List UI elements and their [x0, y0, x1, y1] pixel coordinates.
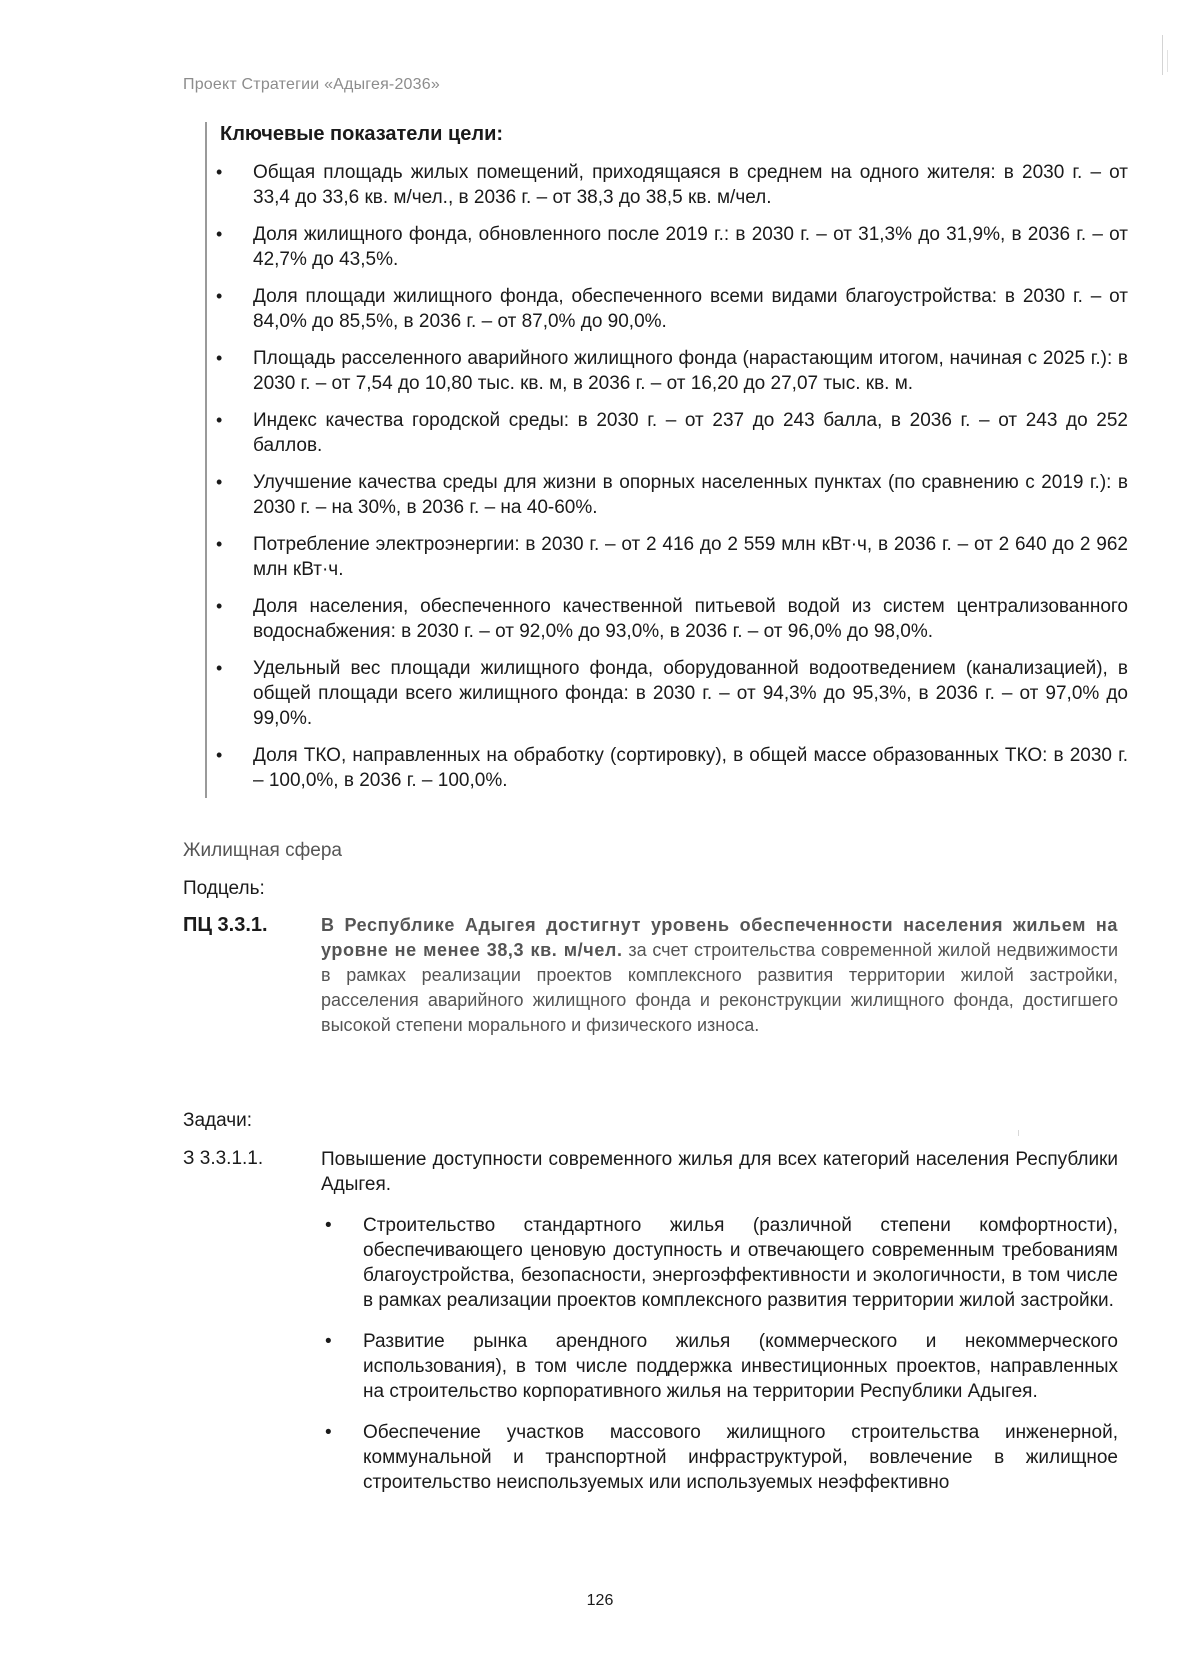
bullet-icon: •	[325, 1331, 332, 1352]
task-text: Повышение доступности современного жилья для всех категорий населения Республики Адыгея.	[321, 1149, 1118, 1195]
kpi-item-text: Доля ТКО, направленных на обработку (сортировку), в общей массе образованных ТКО: в 2030 г. – 100,0%, в 2036 г. – 100,0%.	[253, 745, 1128, 791]
bullet-icon: •	[216, 596, 223, 616]
kpi-item-text: Удельный вес площади жилищного фонда, оборудованной водоотведением (канализацией), в общей площади всего жилищного фонда: в 2030 г. – от 94,3% до 95,3%, в 2036 г. – от 97,0% до 99,0%.	[253, 658, 1128, 729]
subgoal-code: ПЦ 3.3.1.	[183, 914, 268, 936]
running-header: Проект Стратегии «Адыгея-2036»	[183, 76, 440, 93]
task-code: З 3.3.1.1.	[183, 1148, 264, 1169]
bullet-icon: •	[216, 472, 223, 492]
kpi-item	[208, 160, 1128, 210]
bullet-icon: •	[216, 410, 223, 430]
subgoal-rest: за счет строительства современной жилой недвижимости в рамках реализации проектов комплексного развития территории жилой застройки, расселения аварийного жилищного фонда и реконструкции жилищного фонда, достигшего высокой степени морального и физического износа.	[321, 940, 1118, 1035]
task-item	[321, 1213, 1118, 1313]
task-item	[321, 1420, 1118, 1495]
scan-artifact	[1018, 1130, 1019, 1136]
task-item	[321, 1329, 1118, 1404]
kpi-item	[208, 346, 1128, 396]
scan-artifact	[1162, 35, 1163, 75]
kpi-item	[208, 532, 1128, 582]
kpi-block	[208, 120, 1128, 795]
bullet-icon: •	[216, 286, 223, 306]
kpi-item-text: Потребление электроэнергии: в 2030 г. – от 2 416 до 2 559 млн кВт·ч, в 2036 г. – от 2 640 до 2 962 млн кВт·ч.	[253, 534, 1128, 580]
task-list	[321, 1213, 1118, 1511]
kpi-item-text: Доля населения, обеспеченного качественной питьевой водой из систем централизованного водоснабжения: в 2030 г. – от 92,0% до 93,0%, в 2036 г. – от 96,0% до 98,0%.	[253, 596, 1128, 642]
task-item-text: Развитие рынка арендного жилья (коммерческого и некоммерческого использования), в том числе поддержка инвестиционных проектов, направленных на строительство корпоративного жилья на территории Республики Адыгея.	[363, 1331, 1118, 1402]
kpi-item	[208, 743, 1128, 793]
bullet-icon: •	[216, 348, 223, 368]
kpi-side-rule	[205, 122, 207, 798]
subgoal-lead: В Республике Адыгея достигнут уровень обеспеченности населения жильем на уровне не менее 38,3 кв. м/чел.	[321, 915, 1118, 960]
kpi-item	[208, 408, 1128, 458]
subgoal-label: Подцель:	[183, 878, 265, 899]
kpi-item-text: Доля жилищного фонда, обновленного после 2019 г.: в 2030 г. – от 31,3% до 31,9%, в 2036 г. – от 42,7% до 43,5%.	[253, 224, 1128, 270]
kpi-item-text: Площадь расселенного аварийного жилищного фонда (нарастающим итогом, начиная с 2025 г.): в 2030 г. – от 7,54 до 10,80 тыс. кв. м, в 2036 г. – от 16,20 до 27,07 тыс. кв. м.	[253, 348, 1128, 394]
kpi-item	[208, 656, 1128, 731]
kpi-item	[208, 470, 1128, 520]
kpi-item	[208, 284, 1128, 334]
bullet-icon: •	[216, 658, 223, 678]
section-title: Жилищная сфера	[183, 840, 342, 861]
bullet-icon: •	[216, 224, 223, 244]
tasks-label: Задачи:	[183, 1110, 253, 1131]
kpi-list	[208, 160, 1128, 793]
subgoal-text	[321, 913, 1118, 1038]
bullet-icon: •	[325, 1422, 332, 1443]
kpi-item-text: Индекс качества городской среды: в 2030 г. – от 237 до 243 балла, в 2036 г. – от 243 до 252 баллов.	[253, 410, 1128, 456]
page-number: 126	[586, 1592, 614, 1609]
kpi-item	[208, 594, 1128, 644]
task-item-text: Строительство стандартного жилья (различной степени комфортности), обеспечивающего ценовую доступность и отвечающего современным требованиям благоустройства, безопасности, энергоэффективности и экологичности, в том числе в рамках реализации проектов комплексного развития территории жилой застройки.	[363, 1215, 1118, 1311]
bullet-icon: •	[325, 1215, 332, 1236]
kpi-title: Ключевые показатели цели:	[220, 123, 504, 145]
bullet-icon: •	[216, 162, 223, 182]
bullet-icon: •	[216, 745, 223, 765]
kpi-item-text: Доля площади жилищного фонда, обеспеченного всеми видами благоустройства: в 2030 г. – от 84,0% до 85,5%, в 2036 г. – от 87,0% до 90,0%.	[253, 286, 1128, 332]
scan-artifact	[1167, 50, 1168, 72]
bullet-icon: •	[216, 534, 223, 554]
kpi-item-text: Улучшение качества среды для жизни в опорных населенных пунктах (по сравнению с 2019 г.): в 2030 г. – на 30%, в 2036 г. – на 40-60%.	[253, 472, 1128, 518]
kpi-item-text: Общая площадь жилых помещений, приходящаяся в среднем на одного жителя: в 2030 г. – от 33,4 до 33,6 кв. м/чел., в 2036 г. – от 38,3 до 38,5 кв. м/чел.	[253, 162, 1128, 208]
task-item-text: Обеспечение участков массового жилищного строительства инженерной, коммунальной и транспортной инфраструктурой, вовлечение в жилищное строительство неиспользуемых или используемых неэффективно	[363, 1422, 1118, 1493]
kpi-item	[208, 222, 1128, 272]
